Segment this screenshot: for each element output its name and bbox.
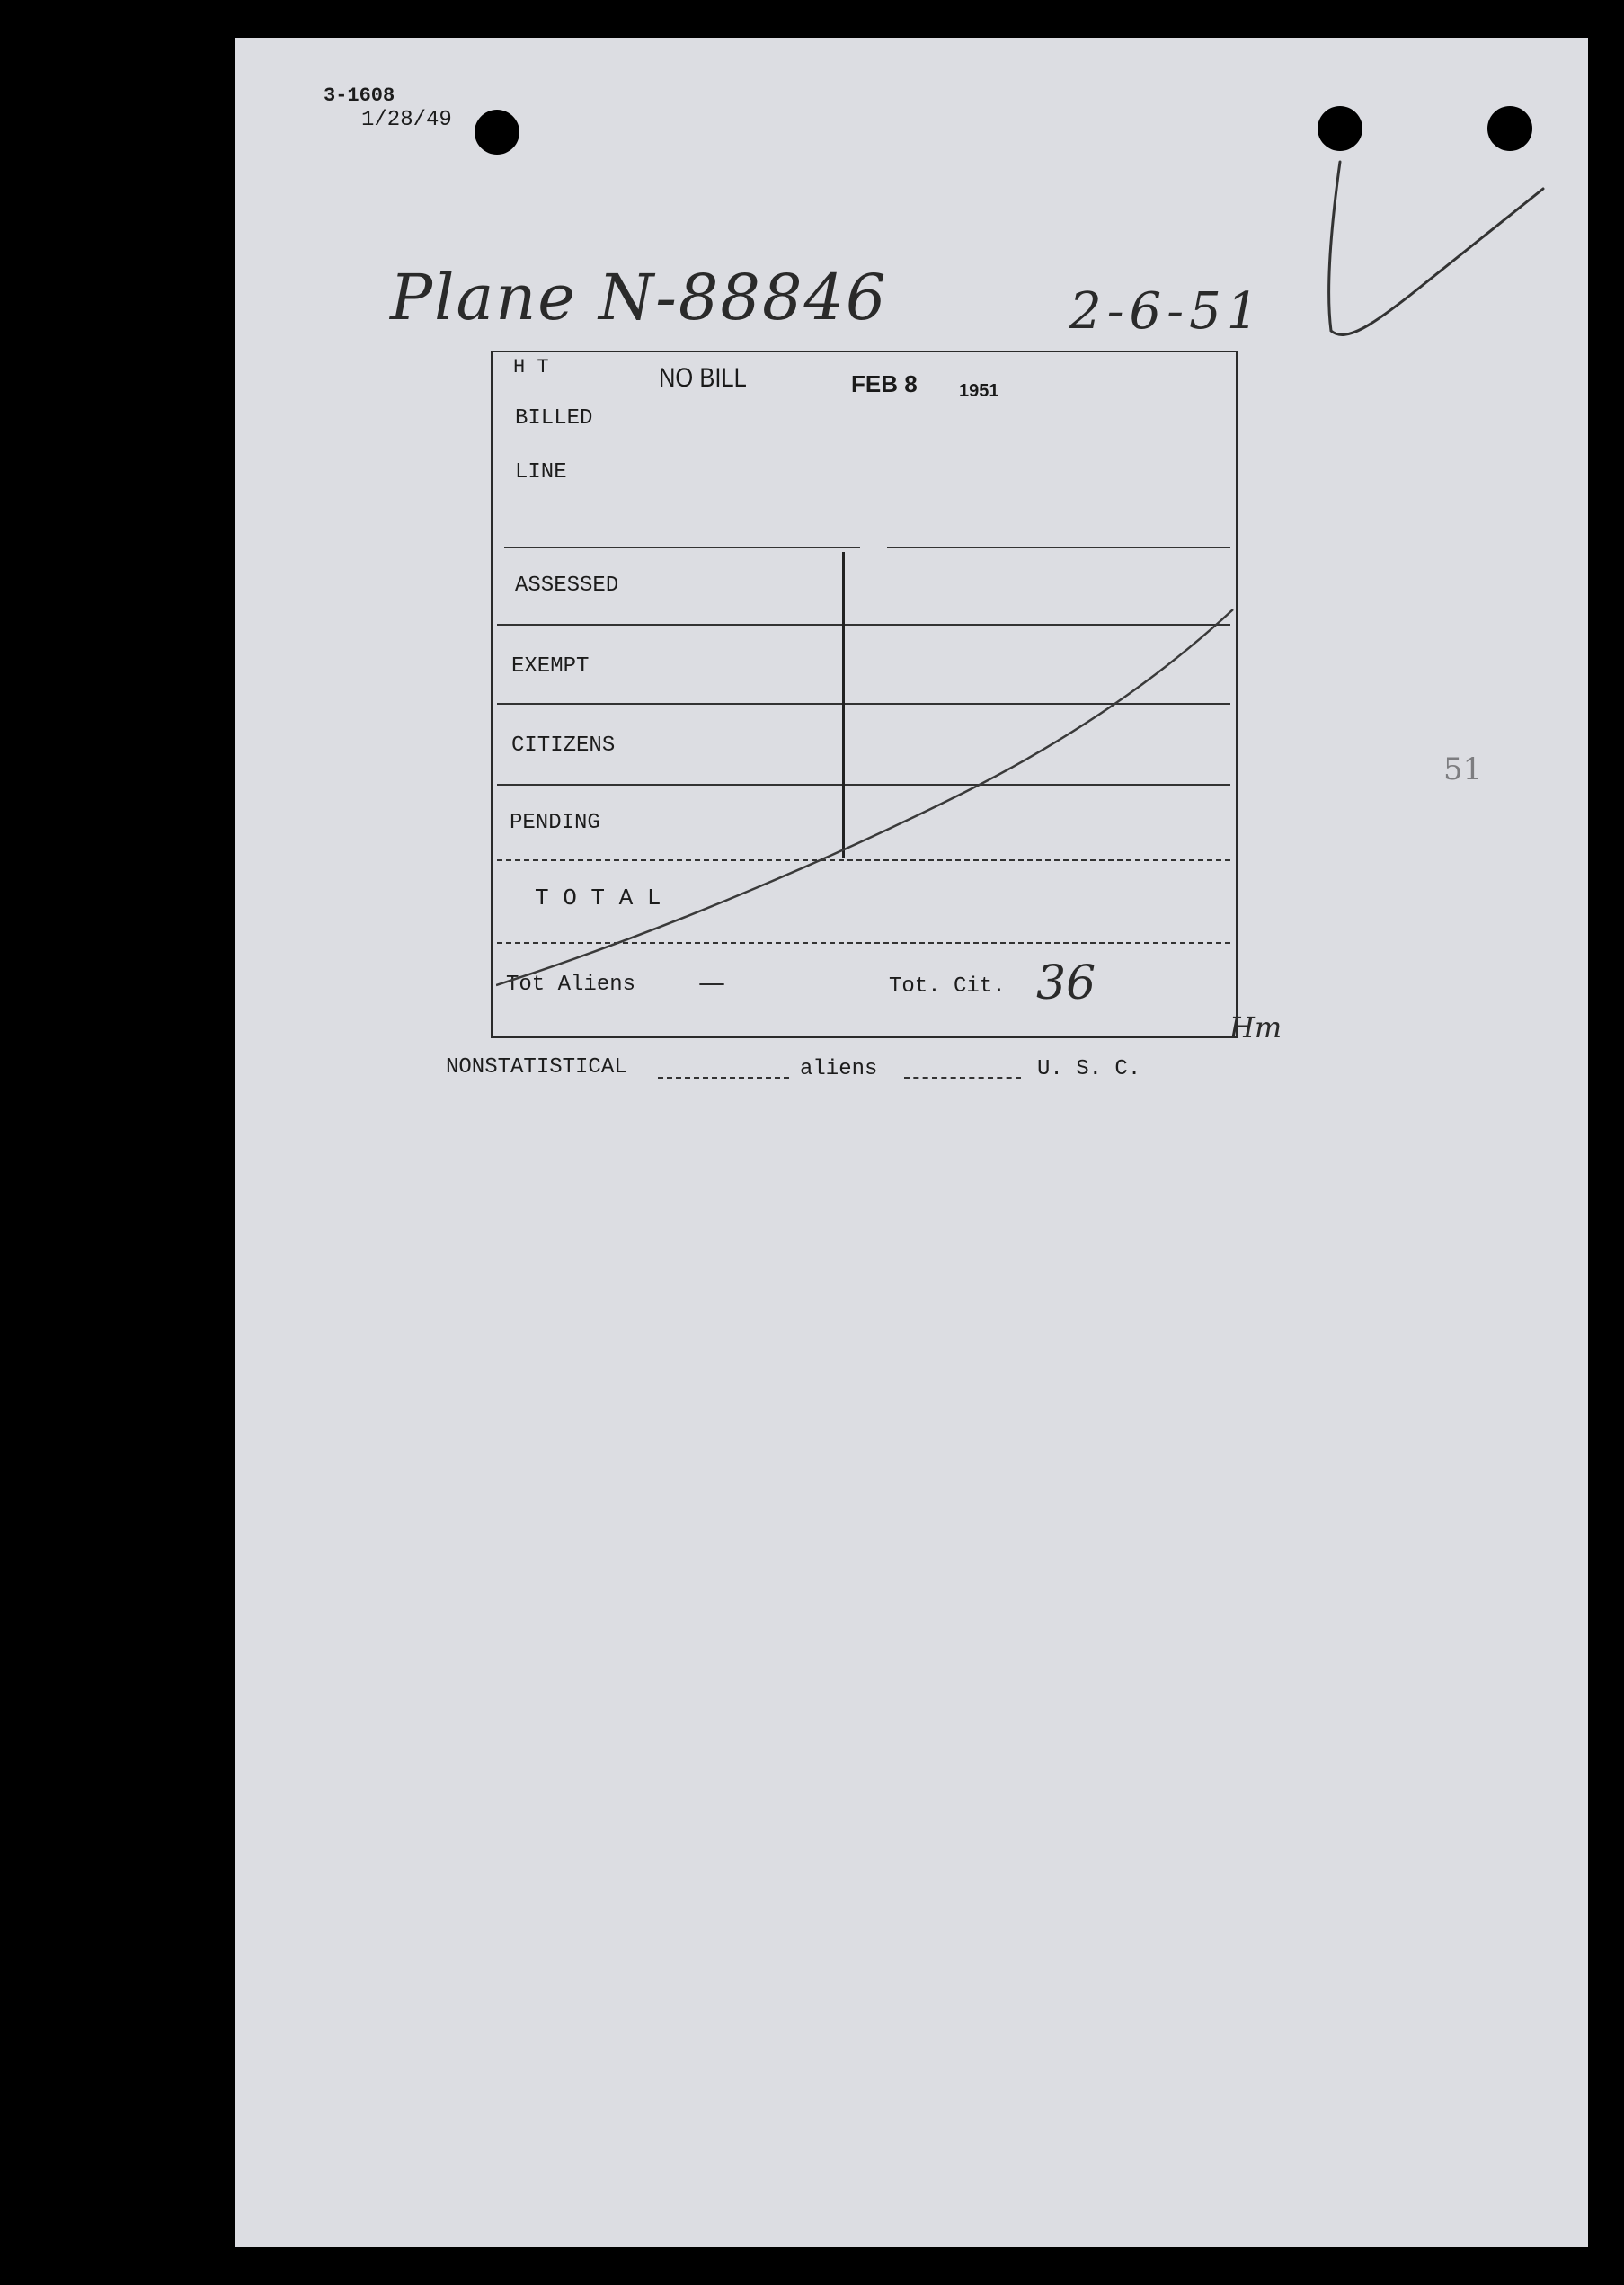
nonstatistical-label: NONSTATISTICAL [446,1055,627,1080]
punch-hole-left [475,110,519,155]
pending-label: PENDING [510,811,600,835]
billed-label: BILLED [515,406,593,431]
punch-hole-center [1318,106,1362,151]
stamp-year: 1951 [959,381,999,401]
margin-page-number: 51 [1443,751,1483,787]
usc-blank [904,1077,1021,1079]
line-label: LINE [515,460,567,485]
no-bill-stamp: NO BILL [659,363,747,393]
nonstatistical-aliens-blank [658,1077,789,1079]
stamp-date: FEB 8 [851,370,918,397]
ht-label: H T [513,356,549,378]
strike-through-line [496,568,1242,1000]
aliens-label: aliens [800,1057,878,1081]
exempt-label: EXEMPT [511,654,590,679]
rule [887,547,1230,548]
total-label: T O T A L [535,885,661,911]
handwritten-date: 2-6-51 [1069,282,1265,341]
tot-cit-label: Tot. Cit. [889,974,1006,999]
tot-aliens-value: — [698,967,725,999]
handwritten-initials: Hm [1229,1010,1282,1045]
rule [504,547,860,548]
tot-cit-value: 36 [1036,956,1096,1010]
punch-hole-right [1487,106,1532,151]
tot-aliens-label: Tot Aliens [506,973,636,997]
assessed-label: ASSESSED [515,573,619,598]
citizens-label: CITIZENS [511,734,616,758]
form-revision: 1/28/49 [361,108,452,132]
usc-label: U. S. C. [1037,1057,1141,1081]
form-number: 3-1608 [324,84,395,107]
handwritten-plane-number: Plane N-88846 [390,261,888,334]
check-mark-icon [1318,155,1552,361]
document-page [235,38,1588,2247]
